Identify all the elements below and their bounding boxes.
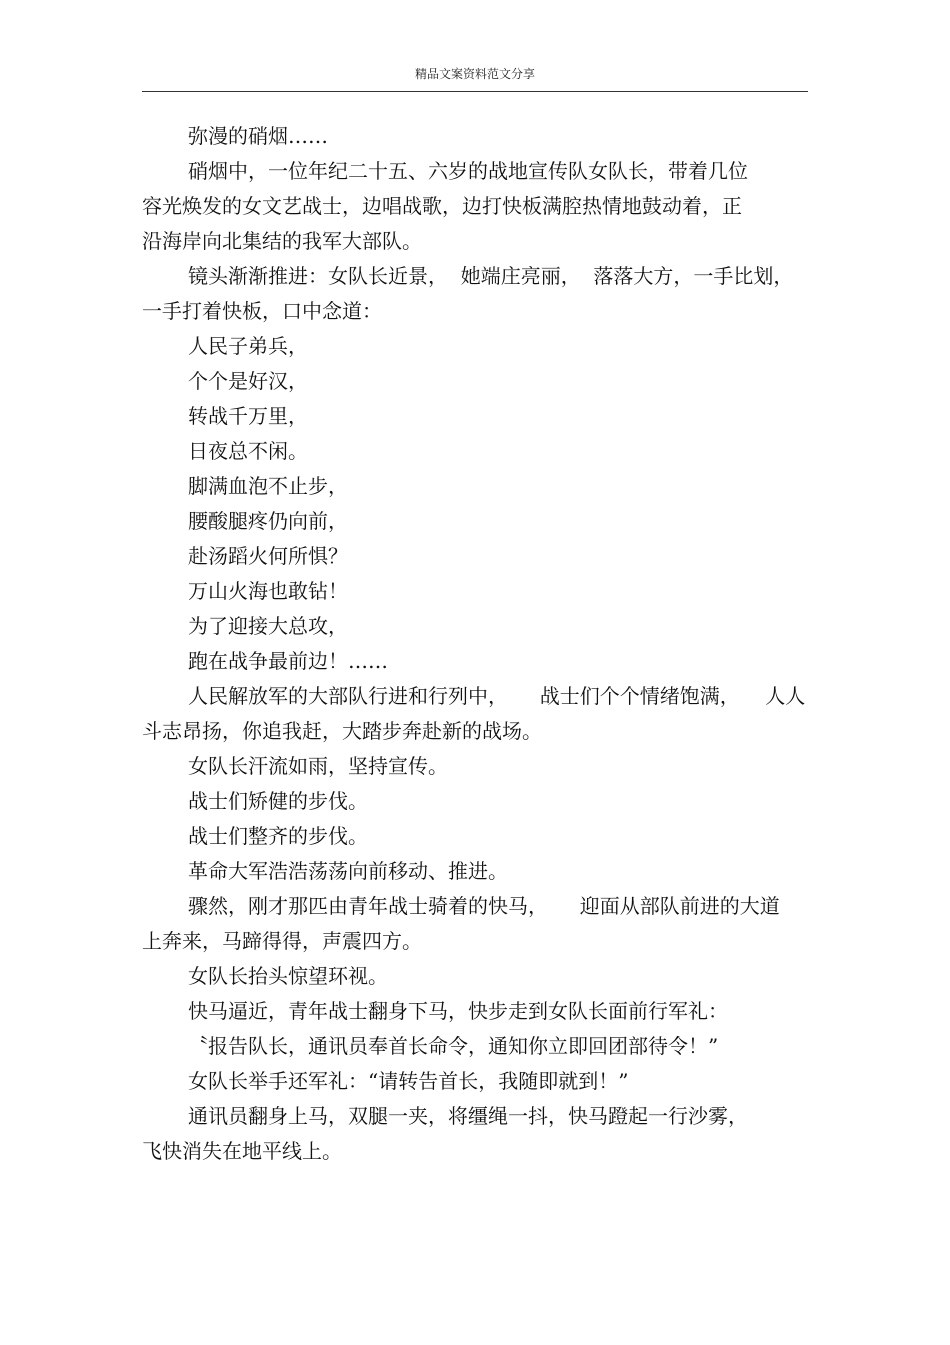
text-line: 一手打着快板，口中念道：	[142, 299, 382, 323]
text-line: 上奔来，马蹄得得，声震四方。	[142, 929, 422, 953]
document-body	[142, 119, 808, 1169]
text-line: 女队长抬头惊望环视。	[188, 964, 388, 988]
text-line: 战士们整齐的步伐。	[188, 824, 368, 848]
paragraph	[142, 609, 808, 644]
paragraph	[142, 1029, 808, 1064]
text-line: 为了迎接大总攻，	[188, 614, 348, 638]
text-line: 女队长汗流如雨，坚持宣传。	[188, 754, 448, 778]
paragraph	[142, 539, 808, 574]
paragraph	[142, 119, 808, 154]
paragraph	[142, 1064, 808, 1099]
text-line: 转战千万里，	[188, 404, 308, 428]
paragraph	[142, 364, 808, 399]
text-line: 快马逼近，青年战士翻身下马，快步走到女队长面前行军礼：	[188, 999, 728, 1023]
text-line: 赴汤蹈火何所惧？	[188, 544, 348, 568]
text-line: 腰酸腿疼仍向前，	[188, 509, 348, 533]
text-line: 硝烟中，一位年纪二十五、六岁的战地宣传队女队长，带着几位	[188, 159, 748, 183]
text-line: 镜头渐渐推进：女队长近景， 她端庄亮丽， 落落大方，一手比划，	[188, 264, 794, 288]
header-divider	[142, 91, 808, 92]
text-line: 跑在战争最前边！……	[188, 649, 388, 673]
paragraph	[142, 749, 808, 784]
text-line: 脚满血泡不止步，	[188, 474, 348, 498]
paragraph	[142, 469, 808, 504]
text-line: 斗志昂扬，你追我赶，大踏步奔赴新的战场。	[142, 719, 542, 743]
text-line: 人民解放军的大部队行进和行列中， 战士们个个情绪饱满， 人人	[188, 684, 806, 708]
paragraph	[142, 259, 808, 329]
paragraph	[142, 644, 808, 679]
paragraph	[142, 854, 808, 889]
text-line: 人民子弟兵，	[188, 334, 308, 358]
paragraph	[142, 154, 808, 259]
text-line: 沿海岸向北集结的我军大部队。	[142, 229, 422, 253]
paragraph	[142, 994, 808, 1029]
text-line: 弥漫的硝烟……	[188, 124, 328, 148]
text-line: 女队长举手还军礼：“请转告首长，我随即就到！”	[188, 1069, 629, 1093]
text-line: 日夜总不闲。	[188, 439, 308, 463]
paragraph	[142, 329, 808, 364]
text-line: 飞快消失在地平线上。	[142, 1139, 342, 1163]
text-line: 战士们矫健的步伐。	[188, 789, 368, 813]
page-header-title: 精品文案资料范文分享	[414, 67, 535, 81]
paragraph	[142, 889, 808, 959]
text-line: 个个是好汉，	[188, 369, 308, 393]
text-line: 〝报告队长，通讯员奉首长命令，通知你立即回团部待令！”	[188, 1034, 719, 1058]
paragraph	[142, 959, 808, 994]
text-line: 容光焕发的女文艺战士，边唱战歌，边打快板满腔热情地鼓动着，正	[142, 194, 742, 218]
paragraph	[142, 819, 808, 854]
text-line: 万山火海也敢钻！	[188, 579, 348, 603]
text-line: 通讯员翻身上马，双腿一夹，将缰绳一抖，快马蹬起一行沙雾，	[188, 1104, 748, 1128]
text-line: 骤然，刚才那匹由青年战士骑着的快马， 迎面从部队前进的大道	[188, 894, 780, 918]
paragraph	[142, 399, 808, 434]
paragraph	[142, 679, 808, 749]
paragraph	[142, 504, 808, 539]
paragraph	[142, 1099, 808, 1169]
paragraph	[142, 574, 808, 609]
text-line: 革命大军浩浩荡荡向前移动、推进。	[188, 859, 508, 883]
paragraph	[142, 434, 808, 469]
paragraph	[142, 784, 808, 819]
